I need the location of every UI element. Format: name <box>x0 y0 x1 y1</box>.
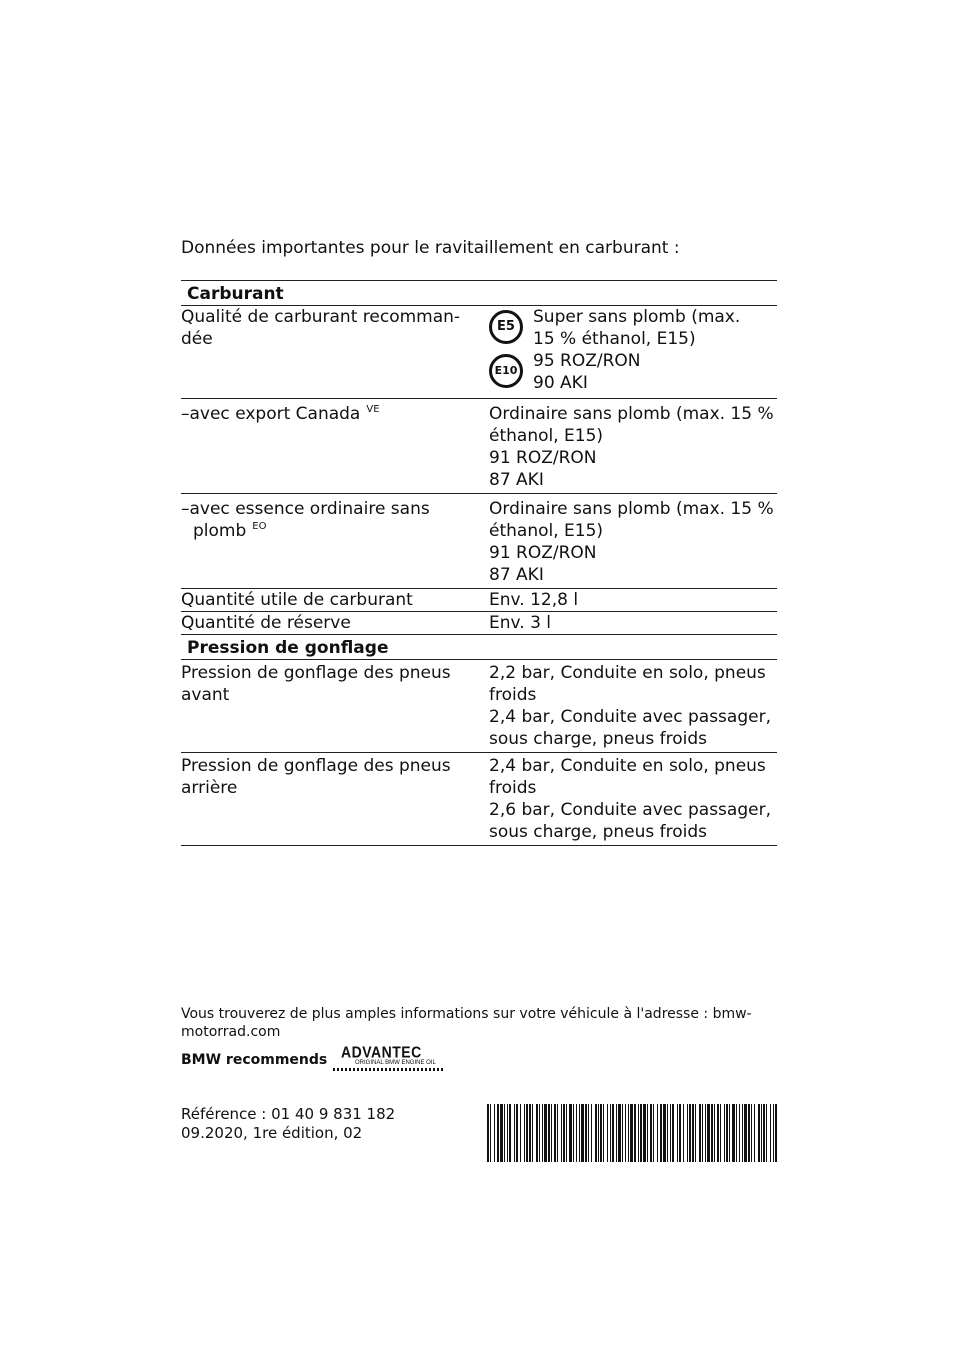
canada-line: 91 ROZ/RON <box>489 448 597 468</box>
barcode-graphic <box>487 1104 777 1162</box>
barcode-bar <box>603 1104 604 1162</box>
row-regular <box>181 494 777 589</box>
barcode-bar <box>600 1104 602 1162</box>
fuel-quality-label: Qualité de carburant recomman-dée <box>181 307 461 349</box>
barcode-bar <box>726 1104 728 1162</box>
barcode-bar <box>775 1104 777 1162</box>
barcode-bar <box>618 1104 621 1162</box>
front-pressure-label: Pression de gonflage des pneus avant <box>181 663 451 705</box>
barcode-bar <box>670 1104 671 1162</box>
rear-pressure-label: Pression de gonflage des pneus arrière <box>181 756 451 798</box>
canada-label: –avec export Canada <box>181 404 361 424</box>
fuel-quality-line: Super sans plomb (max. <box>533 307 741 327</box>
barcode-bar <box>504 1104 505 1162</box>
barcode-bar <box>758 1104 760 1162</box>
barcode-bar <box>657 1104 658 1162</box>
reference-number: Référence : 01 40 9 831 182 <box>181 1105 396 1123</box>
row-reserve <box>181 612 777 635</box>
rear-pressure-line: 2,6 bar, Conduite avec passager, sous charge, pneus froids <box>489 800 771 842</box>
barcode-bar <box>754 1104 755 1162</box>
reserve-label: Quantité de réserve <box>181 613 351 633</box>
barcode-bar <box>579 1104 580 1162</box>
barcode-bar <box>770 1104 771 1162</box>
barcode-bar <box>763 1104 765 1162</box>
section-fuel-title: Carburant <box>187 284 284 304</box>
regular-line: Ordinaire sans plomb (max. 15 % <box>489 499 774 519</box>
barcode-bar <box>653 1104 654 1162</box>
barcode-bar <box>683 1104 684 1162</box>
advantec-tick-bar <box>333 1068 443 1071</box>
row-rear-pressure <box>181 753 777 846</box>
front-pressure-line: 2,4 bar, Conduite avec passager, sous charge, pneus froids <box>489 707 771 749</box>
barcode-bar <box>711 1104 713 1162</box>
barcode-bar <box>490 1104 491 1162</box>
barcode-bar <box>663 1104 666 1162</box>
barcode-bar <box>717 1104 719 1162</box>
barcode-bar <box>573 1104 574 1162</box>
barcode-bar <box>702 1104 703 1162</box>
barcode-bar <box>532 1104 533 1162</box>
barcode-bar <box>526 1104 528 1162</box>
barcode-bar <box>692 1104 694 1162</box>
barcode-bar <box>687 1104 688 1162</box>
barcode-bar <box>595 1104 597 1162</box>
barcode-bar <box>705 1104 706 1162</box>
barcode-bar <box>557 1104 558 1162</box>
barcode-bar <box>751 1104 752 1162</box>
intro-heading: Données importantes pour le ravitaillement en carburant : <box>181 238 680 258</box>
row-front-pressure <box>181 660 777 753</box>
barcode-bar <box>650 1104 652 1162</box>
barcode-bar <box>610 1104 611 1162</box>
barcode-bar <box>748 1104 750 1162</box>
barcode-bar <box>724 1104 725 1162</box>
barcode-bar <box>598 1104 599 1162</box>
barcode-bar <box>539 1104 540 1162</box>
advantec-logo <box>333 1044 453 1072</box>
barcode-bar <box>647 1104 648 1162</box>
usable-fuel-value: Env. 12,8 l <box>489 590 579 610</box>
barcode-bar <box>591 1104 592 1162</box>
barcode-bar <box>761 1104 762 1162</box>
barcode-bar <box>773 1104 774 1162</box>
barcode-bar <box>544 1104 547 1162</box>
row-usable-fuel <box>181 589 777 612</box>
barcode-bar <box>514 1104 515 1162</box>
barcode-bar <box>563 1104 565 1162</box>
section-pressure-title: Pression de gonflage <box>187 638 389 658</box>
barcode-bar <box>695 1104 696 1162</box>
barcode-bar <box>542 1104 543 1162</box>
barcode-bar <box>516 1104 518 1162</box>
barcode-bar <box>551 1104 552 1162</box>
front-pressure-line: 2,2 bar, Conduite en solo, pneus froids <box>489 663 766 705</box>
barcode-bar <box>677 1104 678 1162</box>
barcode-icon <box>487 1104 777 1162</box>
barcode-bar <box>616 1104 617 1162</box>
barcode-bar <box>497 1104 499 1162</box>
barcode-bar <box>689 1104 691 1162</box>
footer-info-text: Vous trouverez de plus amples informations sur votre véhicule à l'adresse : bmw-motorrad.com <box>181 1006 752 1040</box>
canada-mark: VE <box>366 404 380 415</box>
barcode-bar <box>612 1104 614 1162</box>
barcode-bar <box>588 1104 589 1162</box>
barcode-bar <box>732 1104 735 1162</box>
e5-fuel-icon: E5 <box>489 310 523 344</box>
barcode-bar <box>714 1104 715 1162</box>
fuel-data-table <box>181 280 777 846</box>
section-pressure <box>181 635 777 660</box>
barcode-bar <box>640 1104 642 1162</box>
barcode-bar <box>524 1104 525 1162</box>
barcode-bar <box>500 1104 503 1162</box>
barcode-bar <box>536 1104 538 1162</box>
barcode-bar <box>744 1104 747 1162</box>
fuel-quality-line: 95 ROZ/RON <box>533 351 641 371</box>
barcode-bar <box>566 1104 567 1162</box>
barcode-bar <box>667 1104 668 1162</box>
barcode-bar <box>561 1104 562 1162</box>
canada-line: Ordinaire sans plomb (max. 15 % <box>489 404 774 424</box>
section-fuel <box>181 281 777 306</box>
fuel-quality-line: 15 % éthanol, E15) <box>533 329 696 349</box>
barcode-bar <box>660 1104 662 1162</box>
rear-pressure-line: 2,4 bar, Conduite en solo, pneus froids <box>489 756 766 798</box>
barcode-bar <box>576 1104 577 1162</box>
e10-fuel-icon: E10 <box>489 354 523 388</box>
regular-mark: EO <box>252 521 267 532</box>
fuel-quality-line: 90 AKI <box>533 373 588 393</box>
barcode-bar <box>548 1104 550 1162</box>
barcode-bar <box>643 1104 646 1162</box>
reserve-value: Env. 3 l <box>489 613 552 633</box>
barcode-bar <box>507 1104 508 1162</box>
barcode-bar <box>742 1104 743 1162</box>
regular-line: éthanol, E15) <box>489 521 604 541</box>
barcode-bar <box>679 1104 681 1162</box>
barcode-bar <box>625 1104 626 1162</box>
canada-line: éthanol, E15) <box>489 426 604 446</box>
barcode-bar <box>628 1104 629 1162</box>
barcode-bar <box>707 1104 710 1162</box>
advantec-subtitle: ORIGINAL BMW ENGINE OIL <box>355 1060 436 1066</box>
barcode-bar <box>569 1104 572 1162</box>
barcode-bar <box>739 1104 740 1162</box>
fuel-quality-value <box>489 306 777 394</box>
barcode-bar <box>630 1104 633 1162</box>
barcode-bar <box>520 1104 521 1162</box>
usable-fuel-label: Quantité utile de carburant <box>181 590 413 610</box>
row-fuel-quality <box>181 306 777 399</box>
barcode-bar <box>638 1104 639 1162</box>
row-canada <box>181 399 777 494</box>
edition-text: 09.2020, 1re édition, 02 <box>181 1124 363 1142</box>
barcode-bar <box>736 1104 737 1162</box>
regular-label-line2: plomb <box>193 521 247 541</box>
barcode-bar <box>585 1104 587 1162</box>
barcode-bar <box>622 1104 623 1162</box>
barcode-bar <box>699 1104 701 1162</box>
barcode-bar <box>554 1104 556 1162</box>
regular-line: 91 ROZ/RON <box>489 543 597 563</box>
barcode-bar <box>529 1104 531 1162</box>
barcode-bar <box>487 1104 489 1162</box>
regular-line: 87 AKI <box>489 565 544 585</box>
barcode-bar <box>729 1104 730 1162</box>
reference-block <box>181 1105 395 1143</box>
canada-line: 87 AKI <box>489 470 544 490</box>
bmw-recommends-text: BMW recommends <box>181 1052 328 1068</box>
barcode-bar <box>634 1104 636 1162</box>
barcode-bar <box>509 1104 511 1162</box>
barcode-bar <box>672 1104 674 1162</box>
barcode-bar <box>581 1104 584 1162</box>
barcode-bar <box>607 1104 608 1162</box>
advantec-brand: ADVANTEC <box>341 1043 422 1061</box>
barcode-bar <box>494 1104 495 1162</box>
barcode-bar <box>720 1104 721 1162</box>
regular-label-line1: –avec essence ordinaire sans <box>181 499 430 519</box>
barcode-bar <box>766 1104 767 1162</box>
